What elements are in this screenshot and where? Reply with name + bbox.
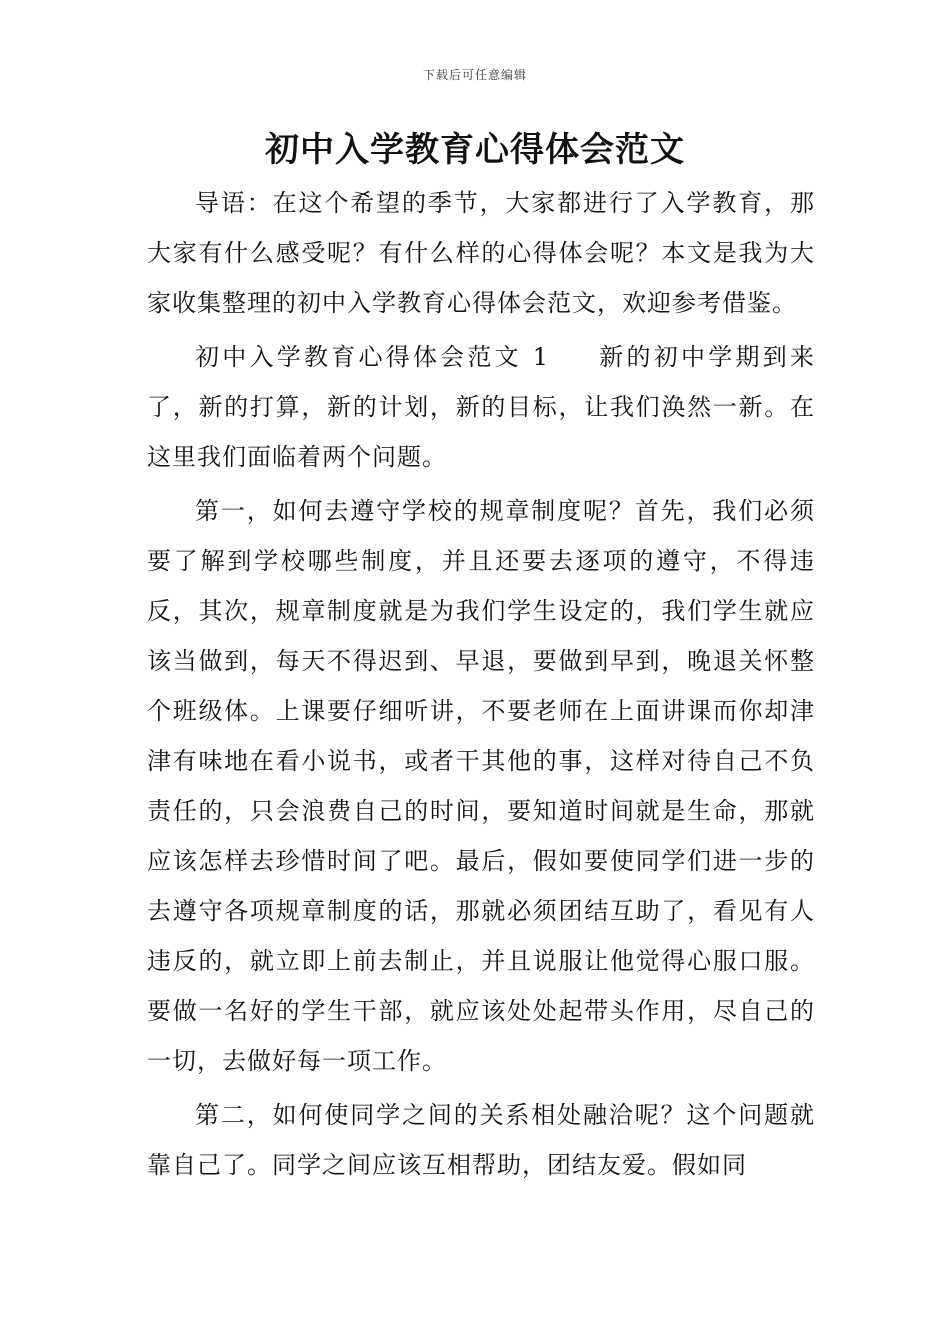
section-1-paragraph bbox=[147, 332, 815, 482]
section-1-heading: 初中入学教育心得体会范文 1 bbox=[195, 343, 550, 371]
section-1-text: 新的初中学期到来了，新的打算，新的计划，新的目标，让我们涣然一新。在这里我们面临着两个问题。 bbox=[147, 343, 816, 471]
header-note: 下载后可任意编辑 bbox=[422, 68, 527, 82]
intro-paragraph: 导语：在这个希望的季节，大家都进行了入学教育，那大家有什么感受呢？有什么样的心得体会呢？本文是我为大家收集整理的初中入学教育心得体会范文，欢迎参考借鉴。 bbox=[147, 189, 815, 317]
document-body bbox=[147, 178, 815, 1194]
first-point-paragraph: 第一，如何去遵守学校的规章制度呢？首先，我们必须要了解到学校哪些制度，并且还要去逐项的遵守，不得违反，其次，规章制度就是为我们学生设定的，我们学生就应该当做到，每天不得迟到、早退，要做到早到，晚退关怀整个班级体。上课要仔细听讲，不要老师在上面讲课而你却津津有味地在看小说书，或者干其他的事，这样对待自己不负责任的，只会浪费自己的时间，要知道时间就是生命，那就应该怎样去珍惜时间了吧。最后，假如要使同学们进一步的去遵守各项规章制度的话，那就必须团结互助了，看见有人违反的，就立即上前去制止，并且说服让他觉得心服口服。要做一名好的学生干部，就应该处处起带头作用，尽自己的一切，去做好每一项工作。 bbox=[147, 497, 815, 1075]
second-point-paragraph: 第二，如何使同学之间的关系相处融洽呢？这个问题就靠自己了。同学之间应该互相帮助，团结友爱。假如同 bbox=[147, 1101, 815, 1179]
document-title: 初中入学教育心得体会范文 bbox=[265, 130, 685, 170]
